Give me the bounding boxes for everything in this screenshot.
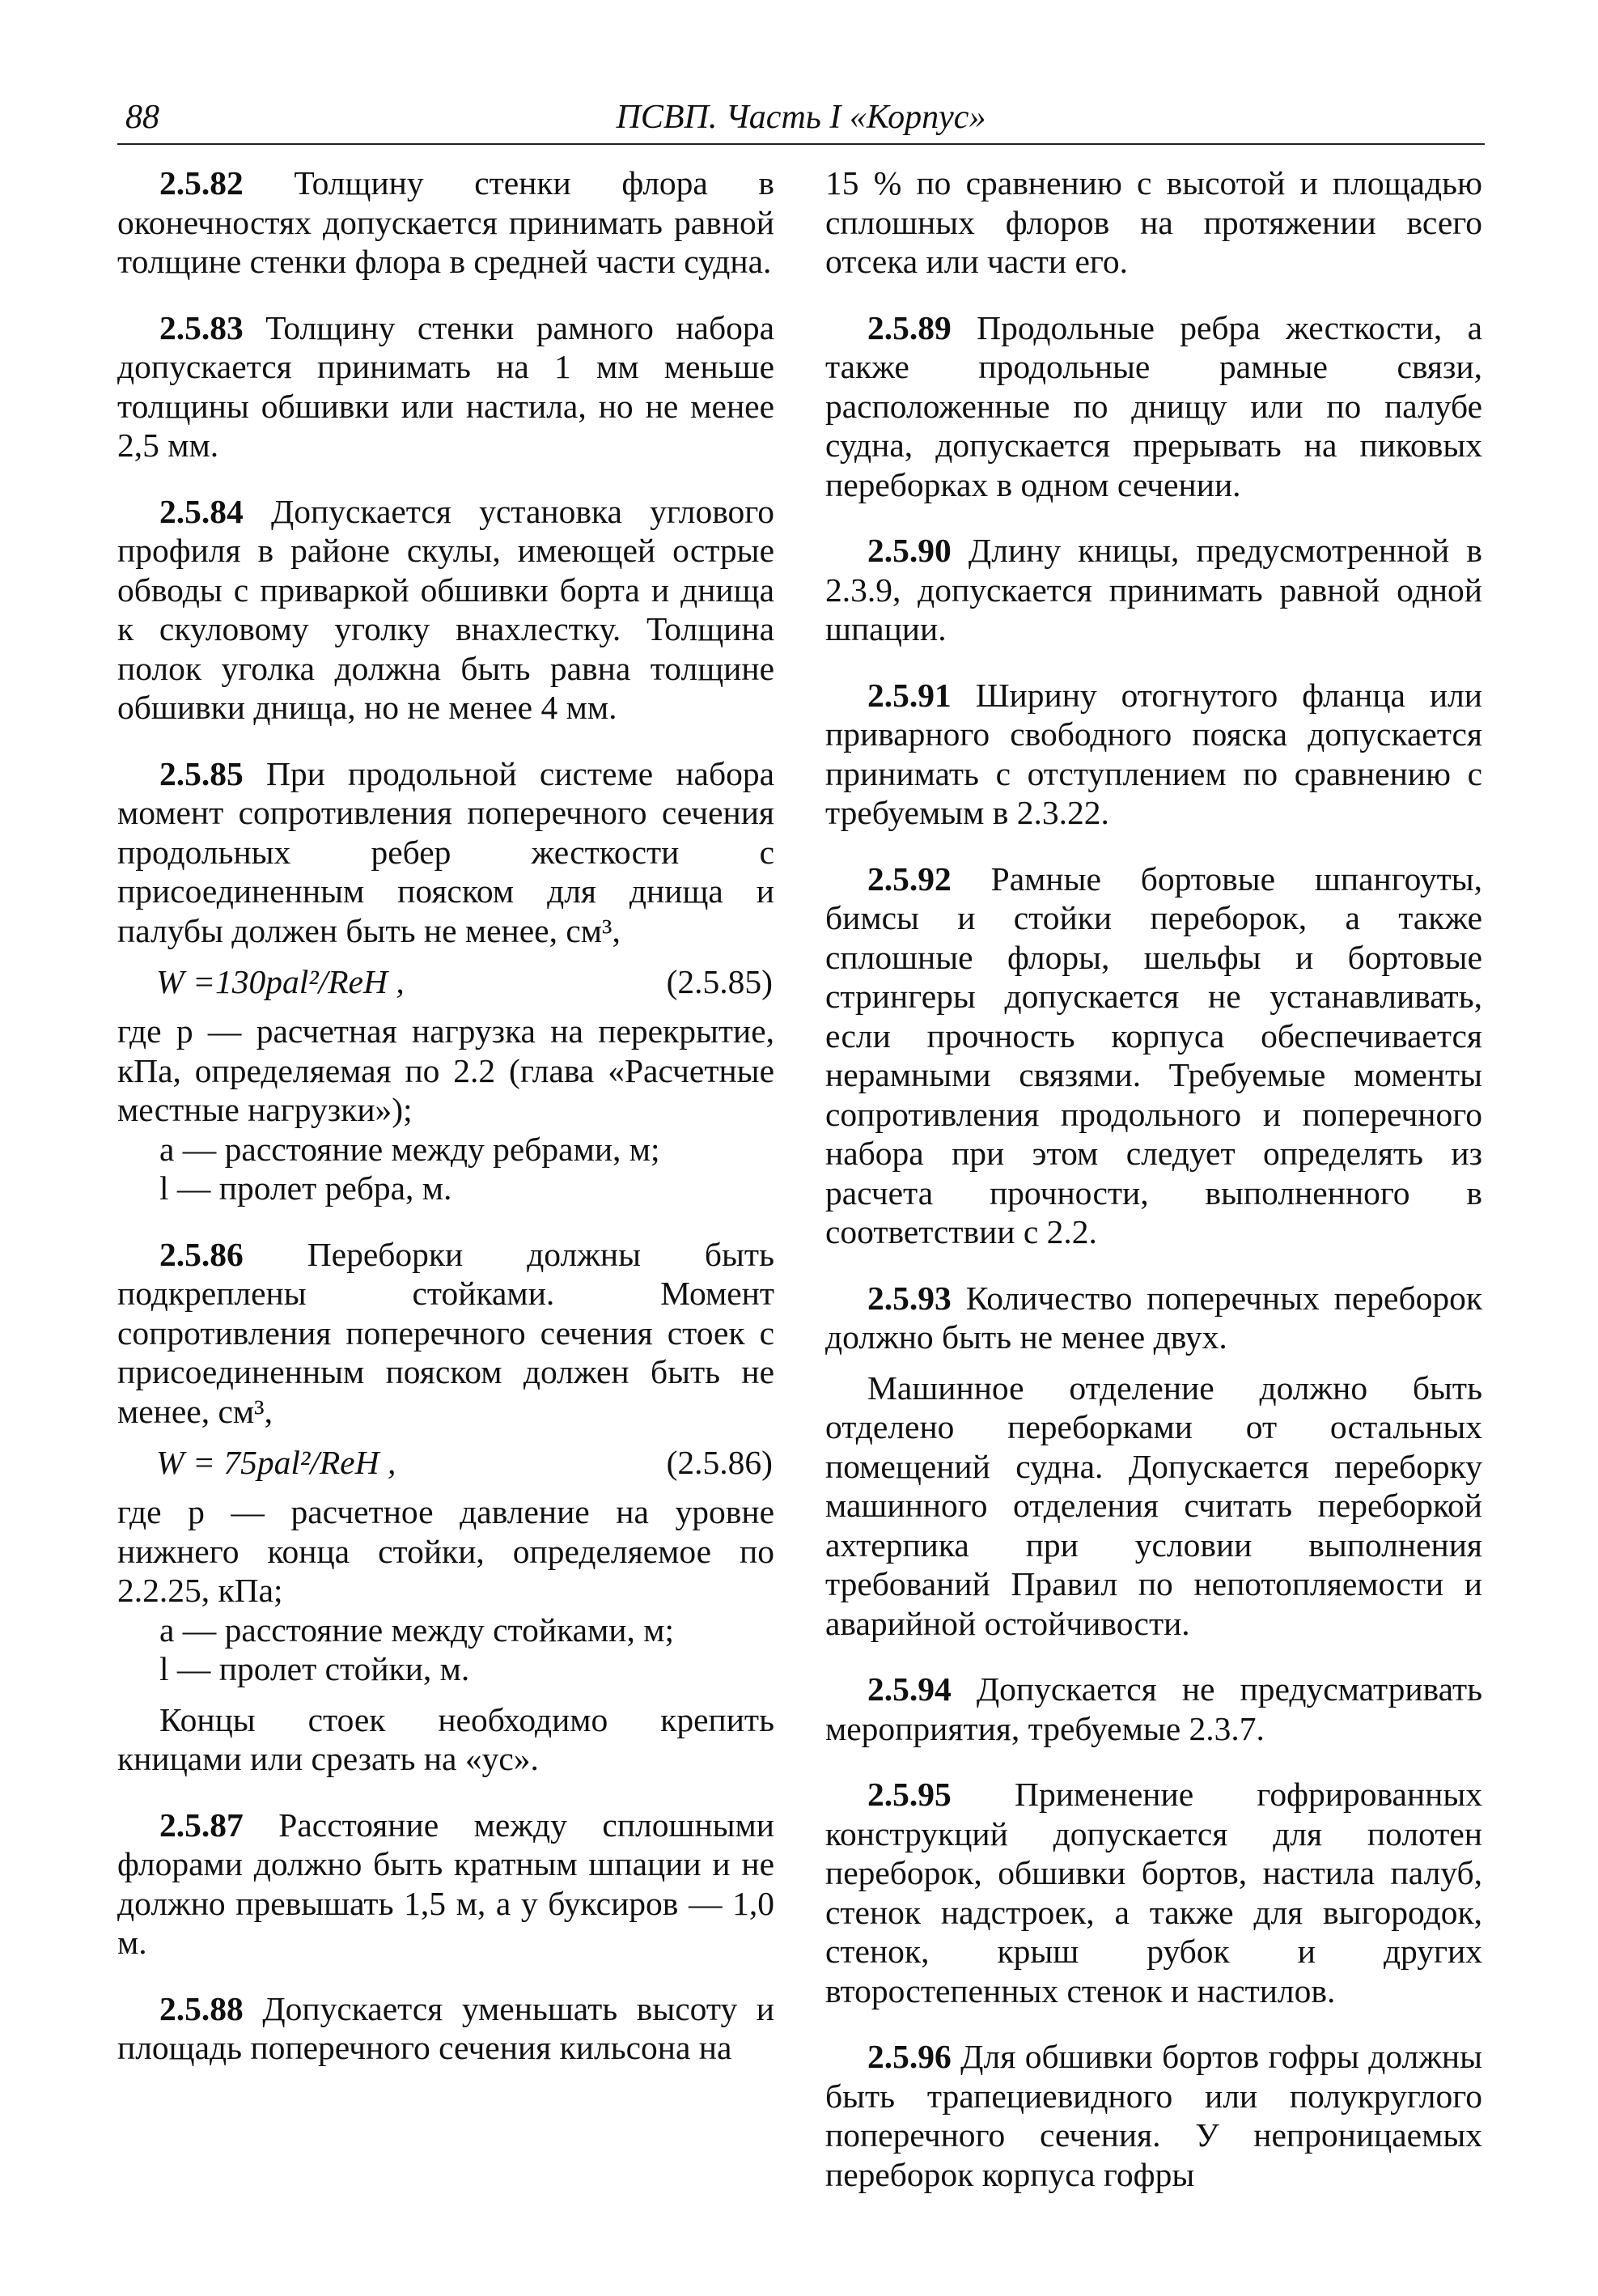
where-clause: где p — расчетное давление на уровне нижнего конца стойки, определяемое по 2.2.25, кПа; (117, 1493, 774, 1609)
paragraph-text: Расстояние между сплошными флорами должно быть кратным шпации и не должно превышать 1,5 м, а у буксиров — 1,0 м. (117, 1806, 775, 1961)
formula-expression: W = 75pal²/ReН , (156, 1444, 396, 1481)
paragraph-number: 2.5.96 (867, 2038, 952, 2075)
paragraph-2-5-90 (825, 531, 1482, 649)
formula-expression: W =130pal²/ReН , (156, 963, 405, 1000)
paragraph-number: 2.5.82 (159, 164, 244, 202)
definition-l: l — пролет ребра, м. (159, 1169, 452, 1207)
paragraph-2-5-87 (117, 1806, 774, 1963)
paragraph-text: Толщину стенки рамного набора допускается принимать на 1 мм меньше толщины обшивки или настила, но не менее 2,5 мм. (117, 308, 774, 464)
equation-number: (2.5.86) (666, 1444, 773, 1481)
paragraph-2-5-96 (825, 2037, 1482, 2194)
paragraph-number: 2.5.91 (867, 676, 952, 714)
paragraph-number: 2.5.94 (867, 1670, 952, 1708)
paragraph-2-5-95 (825, 1775, 1482, 2010)
formula-2-5-86 (117, 1439, 774, 1486)
paragraph-number: 2.5.88 (159, 1989, 244, 2027)
paragraph-number: 2.5.95 (867, 1776, 952, 1813)
right-column (825, 163, 1482, 2221)
paragraph-text: Допускается установка углового профиля в районе скулы, имеющей острые обводы с приваркой обшивки борта и днища к скуловому уголку внахлестку. Толщина полок уголка должна быть равна толщине обшивки днища, но не менее 4 мм. (117, 492, 775, 726)
paragraph-2-5-82 (117, 163, 774, 282)
paragraph-number: 2.5.90 (867, 532, 952, 569)
formula-2-5-85 (117, 958, 774, 1005)
definition-a: a — расстояние между стойками, м; (159, 1611, 675, 1649)
paragraph-number: 2.5.93 (867, 1279, 952, 1317)
paragraph-text: Допускается не предусматривать мероприятия, требуемые 2.3.7. (825, 1670, 1483, 1747)
paragraph-number: 2.5.85 (159, 754, 244, 792)
paragraph-2-5-86 (117, 1235, 774, 1432)
paragraph-text: Рамные бортовые шпангоуты, бимсы и стойки переборок, а также сплошные флоры, шельфы и бортовые стрингеры допускается не устанавливать, если прочность корпуса обеспечивается нерамными связями. Требуемые моменты сопротивления продольного и поперечного набора при этом следует определять из расчета прочности, выполненного в соответствии с 2.2. (825, 859, 1482, 1250)
paragraph-2-5-85 (117, 754, 774, 951)
paragraph-text: Переборки должны быть подкреплены стойками. Момент сопротивления поперечного сечения стоек с присоединенным пояском должен быть не менее, см³, (117, 1235, 774, 1430)
paragraph-text: Количество поперечных переборок должно быть не менее двух. (825, 1279, 1482, 1356)
paragraph-number: 2.5.92 (867, 859, 952, 898)
paragraph-2-5-93 (825, 1279, 1482, 1357)
paragraph-number: 2.5.84 (159, 492, 244, 530)
paragraph-number: 2.5.83 (159, 308, 244, 346)
paragraph-number: 2.5.86 (159, 1235, 244, 1273)
paragraph-text: Толщину стенки флора в оконечностях допускается принимать равной толщине стенки флора в средней части судна. (117, 164, 775, 280)
paragraph-2-5-94 (825, 1670, 1482, 1748)
definition-a: a — расстояние между ребрами, м; (159, 1130, 660, 1168)
where-clause: где p — расчетная нагрузка на перекрытие, кПа, определяемая по 2.2 (глава «Расчетные местные нагрузки»); (117, 1012, 774, 1128)
paragraph-text: Ширину отогнутого фланца или приварного свободного пояска допускается принимать с отступлением по сравнению с требуемым в 2.3.22. (825, 676, 1483, 831)
paragraph-text: При продольной системе набора момент сопротивления поперечного сечения продольных ребер жесткости с присоединенным пояском для днища и палубы должен быть не менее, см³, (117, 754, 775, 949)
paragraph-text: Для обшивки бортов гофры должны быть трапециевидного или полукруглого поперечного сечения. У непроницаемых переборок корпуса гофры (825, 2038, 1483, 2193)
equation-number: (2.5.85) (666, 963, 773, 1000)
paragraph-2-5-86-extra: Концы стоек необходимо крепить кницами или срезать на «ус». (117, 1700, 774, 1777)
paragraph-2-5-91 (825, 676, 1482, 833)
paragraph-text: Применение гофрированных конструкций допускается для полотен переборок, обшивки бортов, настила палуб, стенок надстроек, а также для выгородок, стенок, крыш рубок и других второстепенных стенок и настилов. (825, 1776, 1482, 2010)
paragraph-2-5-89 (825, 308, 1482, 505)
page-header (117, 93, 1485, 145)
definition-l: l — пролет стойки, м. (159, 1650, 470, 1687)
paragraph-2-5-88 (117, 1989, 774, 2068)
paragraph-text: Продольные ребра жесткости, а также продольные рамные связи, расположенные по днищу или по палубе судна, допускается прерывать на пиковых переборках в одном сечении. (825, 308, 1483, 503)
paragraph-text: Длину кницы, предусмотренной в 2.3.9, допускается принимать равной одной шпации. (825, 532, 1482, 647)
paragraph-2-5-88-continued: 15 % по сравнению с высотой и площадью сплошных флоров на протяжении всего отсека или части его. (825, 164, 1482, 280)
paragraph-2-5-84 (117, 492, 774, 728)
left-column (117, 163, 774, 2094)
paragraph-number: 2.5.87 (159, 1806, 244, 1844)
paragraph-number: 2.5.89 (867, 308, 952, 346)
paragraph-text: Допускается уменьшать высоту и площадь поперечного сечения кильсона на (117, 1989, 774, 2066)
paragraph-2-5-83 (117, 308, 774, 465)
running-title: ПСВП. Часть I «Корпус» (616, 99, 986, 136)
paragraph-2-5-93-extra: Машинное отделение должно быть отделено переборками от остальных помещений судна. Допускается переборку машинного отделения считать переборкой ахтерпика при условии выполнения требований Правил по непотопляемости и аварийной остойчивости. (825, 1369, 1482, 1642)
page-number: 88 (125, 99, 159, 136)
paragraph-2-5-92 (825, 859, 1482, 1252)
